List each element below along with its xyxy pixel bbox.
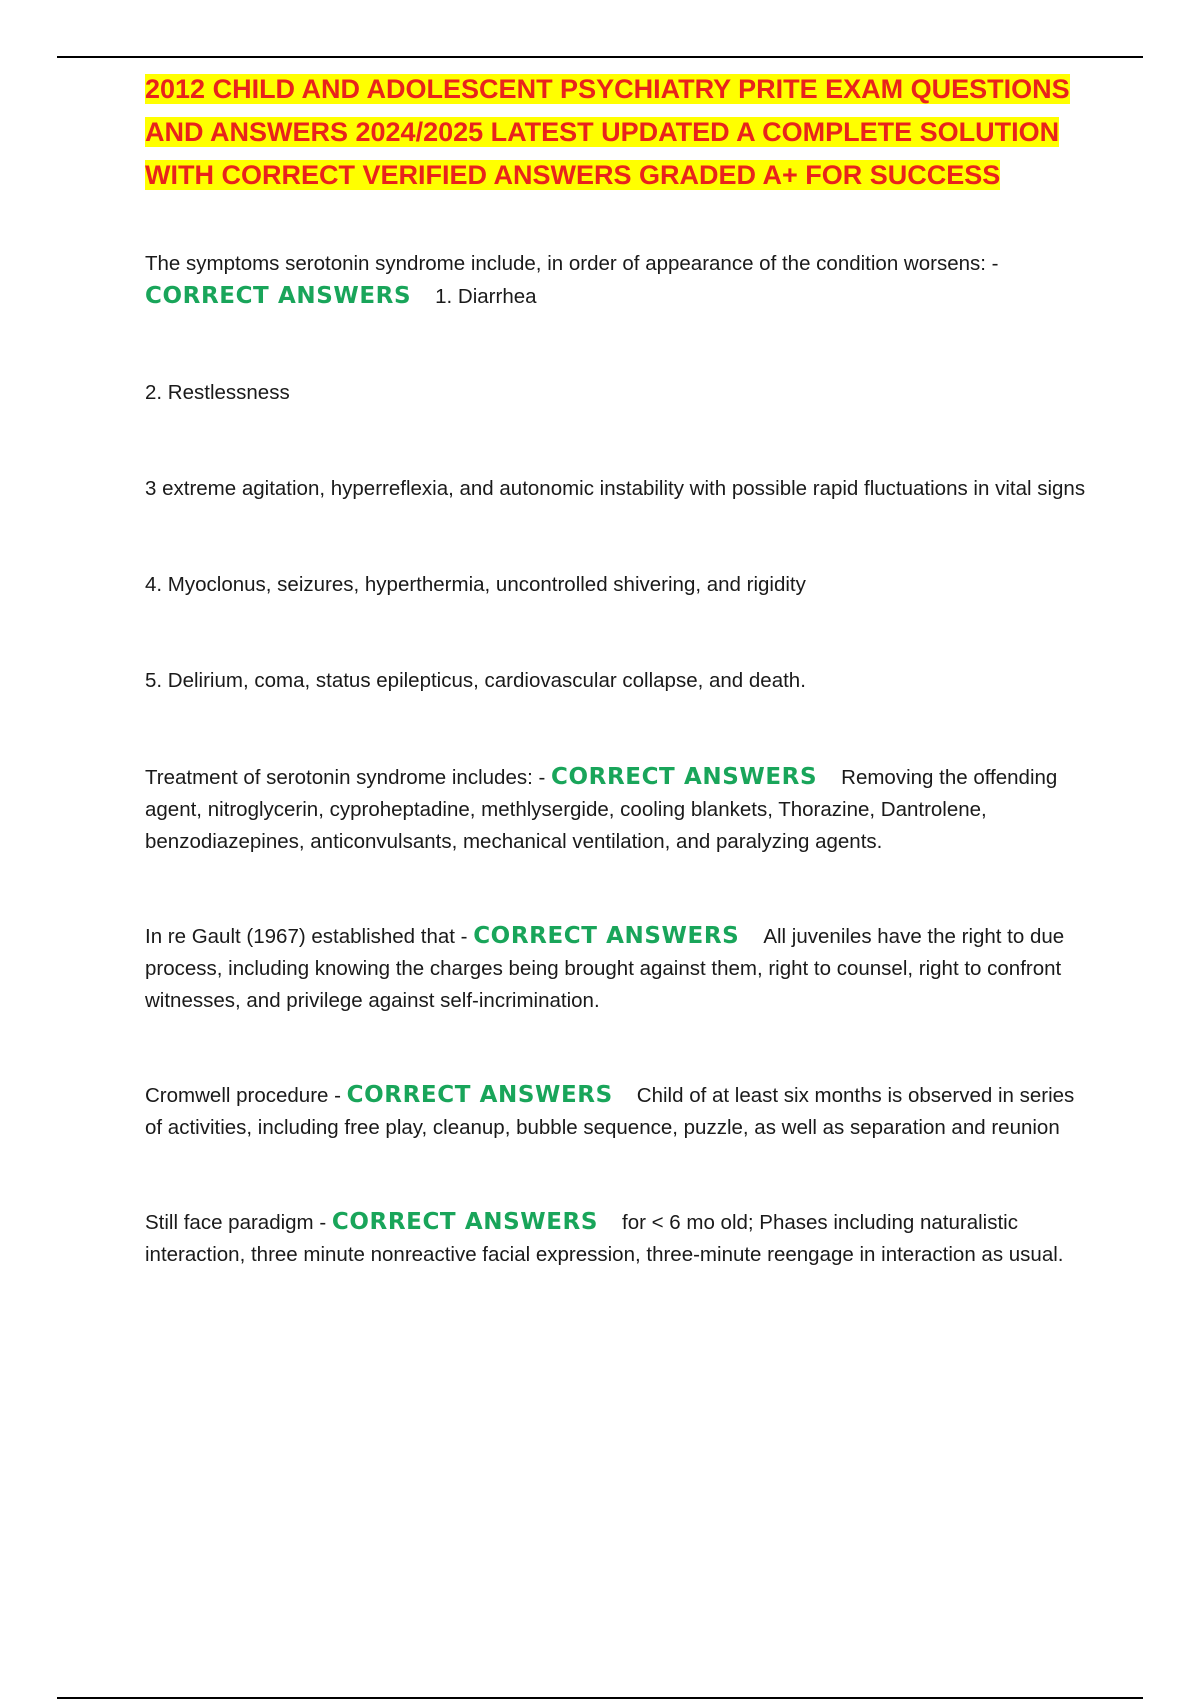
correct-answers-badge: CORRECT ANSWERS [473,923,740,949]
correct-answers-badge: CORRECT ANSWERS [145,283,412,309]
document-title [145,68,1090,197]
question-in-re-gault [145,920,1090,1017]
document-body [145,248,1090,1271]
answer-text: 1. Diarrhea [435,285,537,308]
title-highlight: 2012 CHILD AND ADOLESCENT PSYCHIATRY PRITE EXAM QUESTIONS AND ANSWERS 2024/2025 LATEST UPDATED A COMPLETE SOLUTION WITH CORRECT VERIFIED ANSWERS GRADED A+ FOR SUCCESS [145,74,1070,190]
correct-answers-badge: CORRECT ANSWERS [331,1209,598,1235]
question-text: The symptoms serotonin syndrome include, in order of appearance of the condition worsens: - [145,252,999,275]
answer-text: Removing the offending agent, nitroglycerin, cyproheptadine, methlysergide, cooling blankets, Thorazine, Dantrolene, benzodiazepines, anticonvulsants, mechanical ventilation, and paralyzing agents. [145,766,1058,853]
question-text: Still face paradigm - [145,1211,327,1234]
question-serotonin-symptoms [145,248,1090,313]
correct-answers-badge: CORRECT ANSWERS [346,1082,613,1108]
question-cromwell-procedure [145,1079,1090,1144]
top-rule [57,56,1143,58]
list-item: 3 extreme agitation, hyperreflexia, and autonomic instability with possible rapid fluctuations in vital signs [145,477,1086,500]
question-text: Treatment of serotonin syndrome includes: - [145,766,546,789]
correct-answers-badge: CORRECT ANSWERS [551,764,818,790]
question-serotonin-treatment [145,761,1090,858]
question-still-face-paradigm [145,1206,1090,1271]
bottom-rule [57,1697,1143,1699]
answer-text: All juveniles have the right to due process, including knowing the charges being brought against them, right to counsel, right to confront witnesses, and privilege against self-incrimination. [145,925,1065,1012]
list-item: 2. Restlessness [145,381,290,404]
answer-text: Child of at least six months is observed in series of activities, including free play, cleanup, bubble sequence, puzzle, as well as separation and reunion [145,1084,1075,1139]
answer-text: for < 6 mo old; Phases including naturalistic interaction, three minute nonreactive facial expression, three-minute reengage in interaction as usual. [145,1211,1064,1266]
question-text: In re Gault (1967) established that - [145,925,468,948]
list-item: 4. Myoclonus, seizures, hyperthermia, uncontrolled shivering, and rigidity [145,573,806,596]
document-page [145,68,1090,1271]
list-item: 5. Delirium, coma, status epilepticus, cardiovascular collapse, and death. [145,669,806,692]
question-text: Cromwell procedure - [145,1084,341,1107]
